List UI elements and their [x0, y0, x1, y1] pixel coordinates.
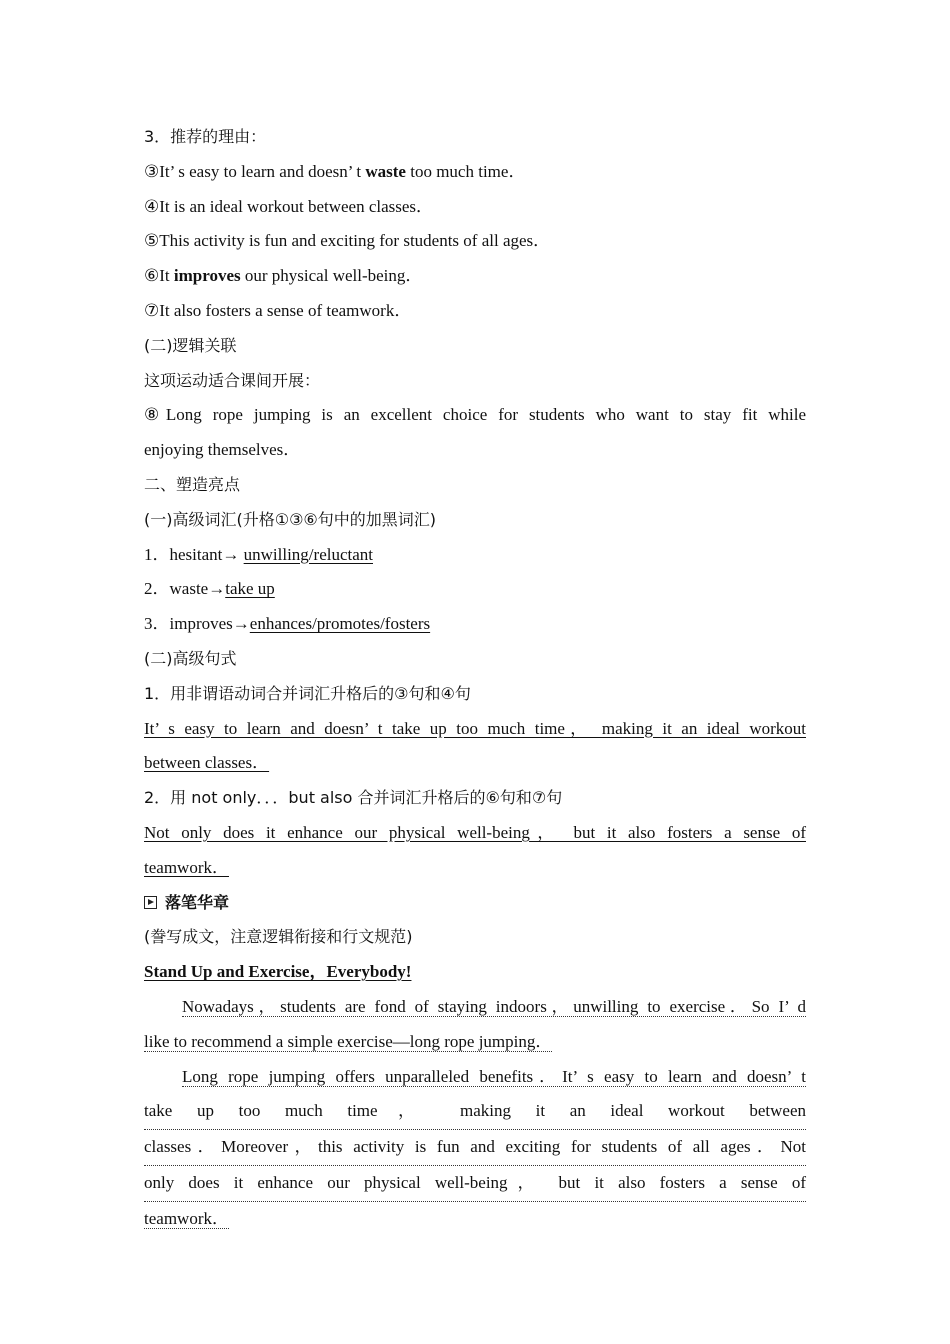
pattern-answer-2-line2-wrap	[144, 851, 806, 886]
vocab-item-1	[144, 538, 806, 573]
sentence-3-bold-word: waste	[365, 161, 406, 181]
pattern-answer-2-line2: teamwork．	[144, 857, 229, 877]
vocab-item-3	[144, 607, 806, 642]
essay-p2-line4: only does it enhance our physical well-being， but it also fosters a sense of	[144, 1166, 806, 1202]
pattern-question-2: 2．用 not only．．．but also 合并词汇升格后的⑥句和⑦句	[144, 788, 563, 808]
reasons-heading: 3．推荐的理由：	[144, 127, 267, 146]
essay-p2-line3: classes．Moreover，this activity is fun and exciting for students of all ages．Not	[144, 1130, 806, 1166]
essay-p2-line5: teamwork．	[144, 1208, 229, 1228]
vocab-item-1-answer: unwilling/reluctant	[243, 544, 373, 564]
sentence-pattern-heading: (二)高级句式	[144, 648, 237, 668]
sentence-6-tail: our physical well-being．	[240, 266, 423, 286]
sentence-3-tail: too much time．	[405, 161, 526, 181]
sentence-8-line2: enjoying themselves．	[144, 440, 301, 460]
sentence-7: ⑦It also fosters a sense of teamwork．	[144, 300, 412, 320]
pattern-answer-1-line2: between classes．	[144, 753, 270, 773]
vocab-item-2	[144, 572, 806, 607]
sentence-5: ⑤This activity is fun and exciting for students of all ages．	[144, 231, 551, 251]
essay-p1-line2-wrap	[144, 1025, 806, 1060]
essay-title: Stand Up and Exercise，Everybody!	[144, 962, 412, 982]
vocab-item-1-prompt: 1．hesitant→	[144, 544, 244, 564]
essay-p1-line1: Nowadays，students are fond of staying indoors，unwilling to exercise．So I’ d	[182, 996, 806, 1016]
essay-p2-line5-wrap	[144, 1202, 806, 1237]
essay-p1-line2: like to recommend a simple exercise—long rope jumping．	[144, 1031, 553, 1051]
final-instruction: (誊写成文，注意逻辑衔接和行文规范)	[144, 927, 413, 947]
sentence-3-text: ③It’ s easy to learn and doesn’ t	[144, 161, 366, 181]
logic-subheading: 这项运动适合课间开展：	[144, 370, 321, 390]
pattern-question-1: 1．用非谓语动词合并词汇升格后的③句和④句	[144, 683, 471, 703]
vocab-item-2-answer: take up	[225, 579, 275, 599]
play-triangle-icon	[144, 896, 157, 909]
document-page	[144, 120, 806, 1237]
sentence-6	[144, 259, 806, 294]
logic-heading: (二)逻辑关联	[144, 335, 237, 355]
essay-p2-line1-wrap	[144, 1060, 806, 1095]
vocab-item-3-prompt: 3．improves→	[144, 614, 250, 634]
essay-title-row	[144, 955, 806, 990]
sentence-8-line1: ⑧Long rope jumping is an excellent choice for students who want to stay fit while	[144, 405, 806, 425]
vocab-item-3-answer: enhances/promotes/fosters	[249, 614, 431, 634]
sentence-6-bold-word: improves	[173, 266, 241, 286]
sentence-4: ④It is an ideal workout between classes．	[144, 196, 434, 216]
vocab-item-2-prompt: 2．waste→	[144, 579, 226, 599]
highlight-heading: 二、塑造亮点	[144, 474, 241, 494]
final-section-title-row	[144, 886, 806, 921]
sentence-3	[144, 155, 806, 190]
pattern-answer-1-line2-wrap	[144, 746, 806, 781]
essay-p2-line2: take up too much time， making it an ideal workout between	[144, 1094, 806, 1130]
vocab-heading: (一)高级词汇(升格①③⑥句中的加黑词汇)	[144, 509, 437, 529]
essay-p1-line1-wrap	[144, 990, 806, 1025]
pattern-answer-2-line1: Not only does it enhance our physical well-being， but it also fosters a sense of	[144, 822, 806, 842]
pattern-answer-1-line1: It’ s easy to learn and doesn’ t take up too much time， making it an ideal workout	[144, 718, 806, 738]
sentence-6-text: ⑥It	[144, 266, 174, 286]
essay-p2-line1: Long rope jumping offers unparalleled benefits．It’ s easy to learn and doesn’ t	[182, 1066, 806, 1086]
final-section-title: 落笔华章	[165, 892, 230, 912]
